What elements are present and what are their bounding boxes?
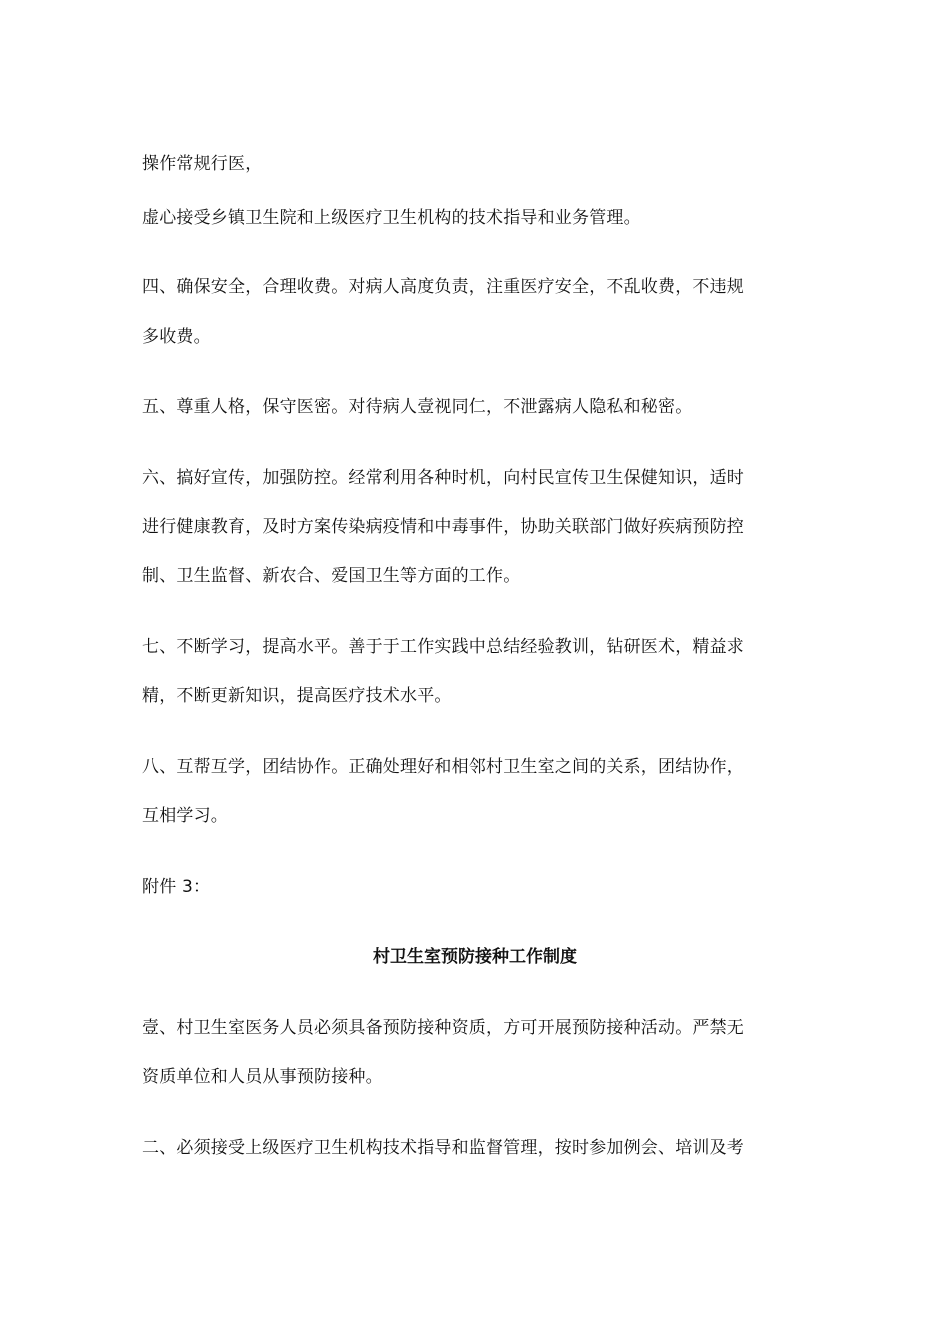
paragraph-7-line-1: 七、不断学习，提高水平。善于于工作实践中总结经验教训，钻研医术，精益求 <box>142 637 744 657</box>
attachment-label: 附件 3： <box>142 877 211 897</box>
paragraph-4-line-1: 四、确保安全，合理收费。对病人高度负责，注重医疗安全，不乱收费，不违规 <box>142 277 744 297</box>
paragraph-6-line-3: 制、卫生监督、新农合、爱国卫生等方面的工作。 <box>142 566 521 586</box>
rule-1-line-2: 资质单位和人员从事预防接种。 <box>142 1067 383 1087</box>
text-line: 虚心接受乡镇卫生院和上级医疗卫生机构的技术指导和业务管理。 <box>142 208 641 228</box>
paragraph-6-line-1: 六、搞好宣传，加强防控。经常利用各种时机，向村民宣传卫生保健知识，适时 <box>142 468 744 488</box>
text-line: 操作常规行医， <box>142 154 263 174</box>
rule-2-line-1: 二、必须接受上级医疗卫生机构技术指导和监督管理，按时参加例会、培训及考 <box>142 1138 744 1158</box>
section-title: 村卫生室预防接种工作制度 <box>373 947 577 967</box>
paragraph-8-line-1: 八、互帮互学，团结协作。正确处理好和相邻村卫生室之间的关系，团结协作， <box>142 757 744 777</box>
paragraph-5-line-1: 五、尊重人格，保守医密。对待病人壹视同仁，不泄露病人隐私和秘密。 <box>142 397 693 417</box>
paragraph-6-line-2: 进行健康教育，及时方案传染病疫情和中毒事件，协助关联部门做好疾病预防控 <box>142 517 744 537</box>
rule-1-line-1: 壹、村卫生室医务人员必须具备预防接种资质，方可开展预防接种活动。严禁无 <box>142 1018 744 1038</box>
paragraph-8-line-2: 互相学习。 <box>142 806 228 826</box>
paragraph-4-line-2: 多收费。 <box>142 327 211 347</box>
paragraph-7-line-2: 精，不断更新知识，提高医疗技术水平。 <box>142 686 452 706</box>
